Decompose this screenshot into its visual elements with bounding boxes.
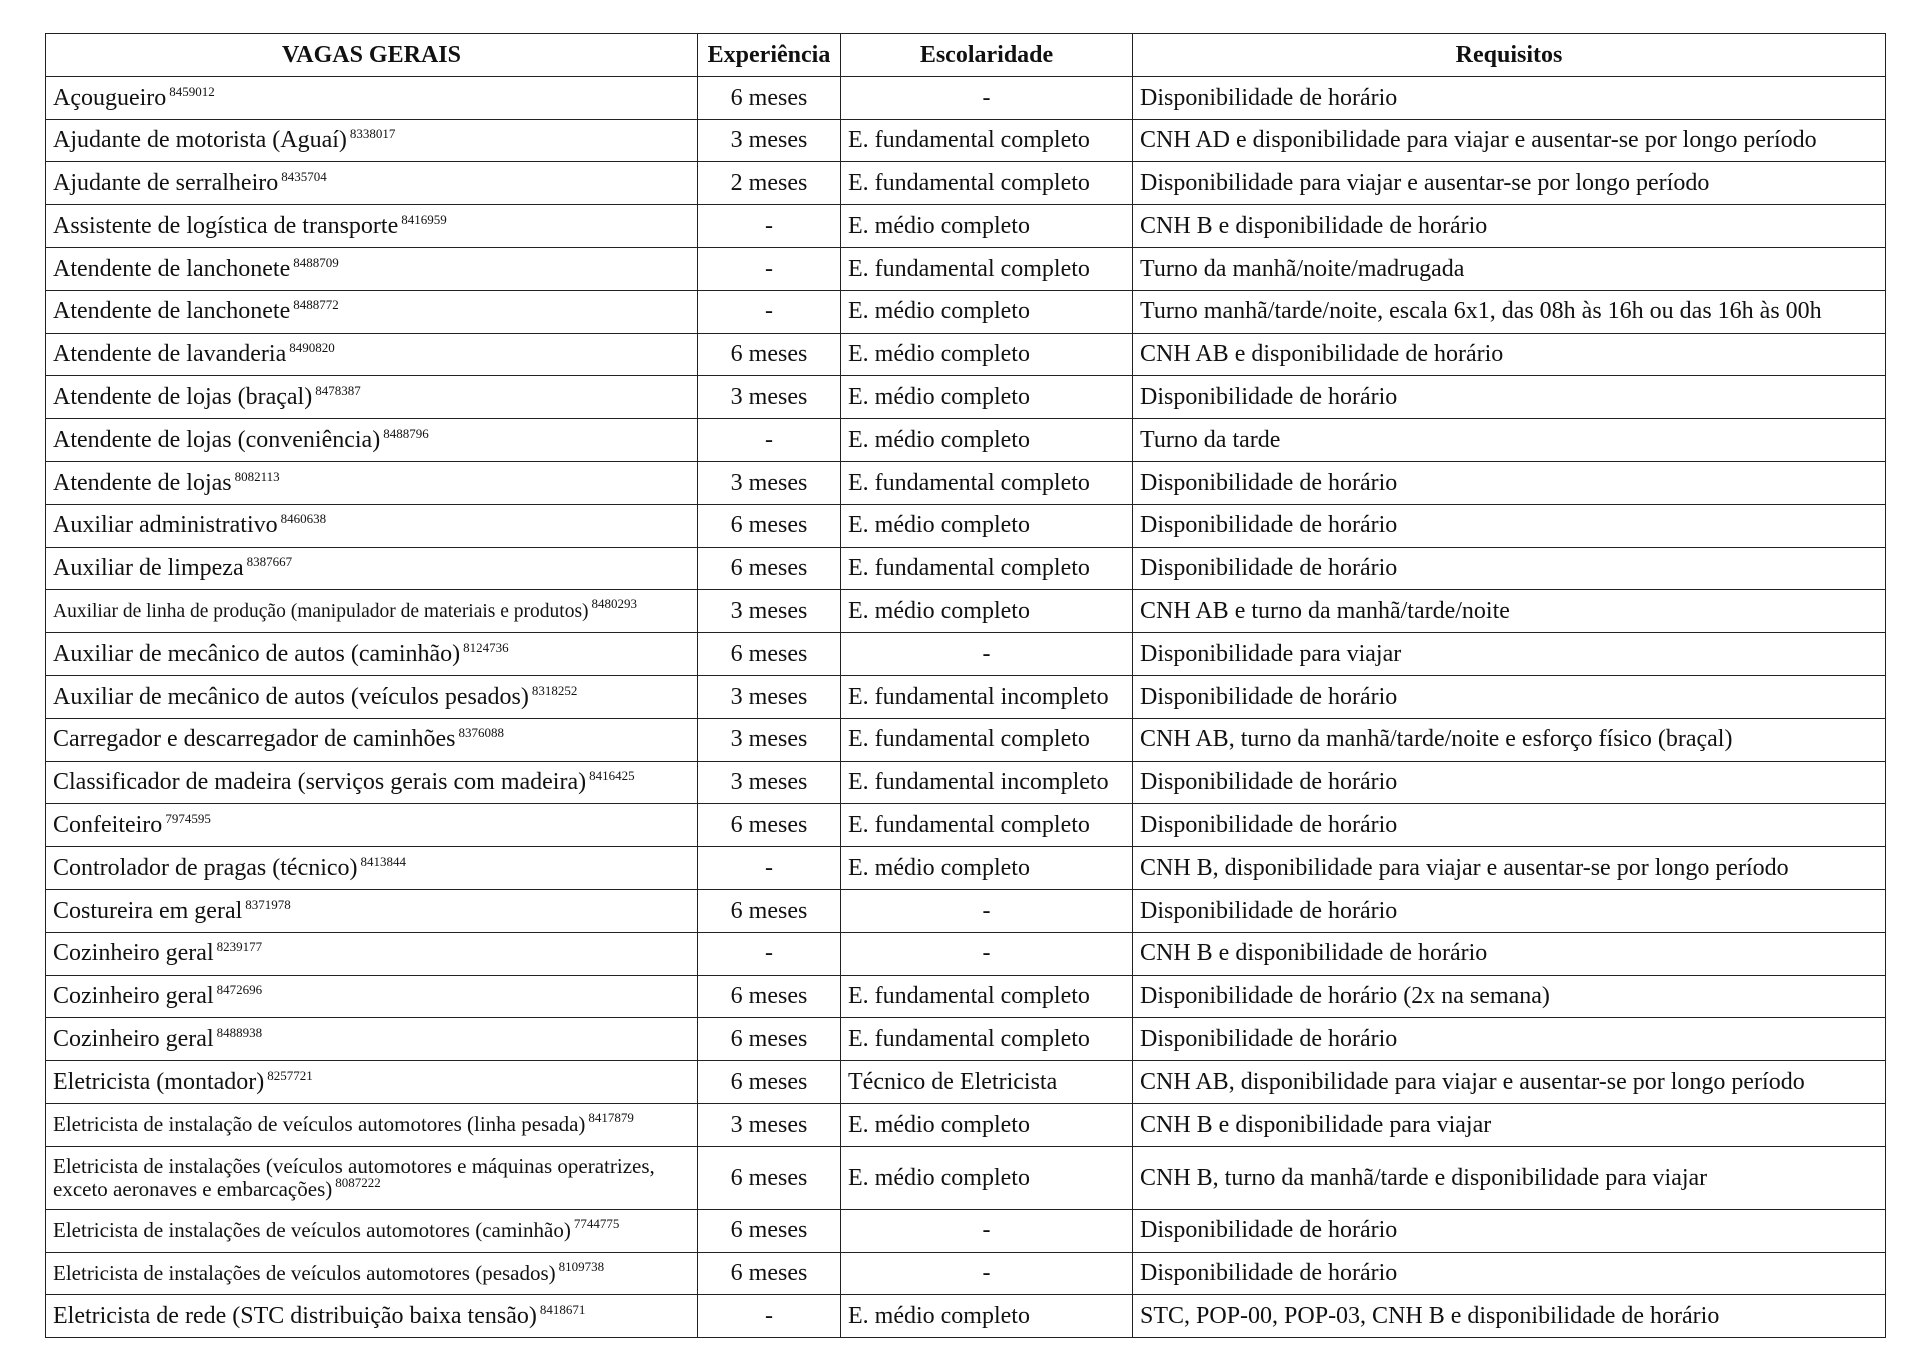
requirements-cell: Turno da tarde bbox=[1133, 419, 1886, 462]
table-row bbox=[46, 1209, 1886, 1252]
job-code: 8124736 bbox=[463, 639, 509, 655]
job-code: 8082113 bbox=[234, 468, 280, 484]
job-title-cell bbox=[46, 975, 698, 1018]
job-code: 8239177 bbox=[216, 939, 263, 955]
requirements-cell: Disponibilidade para viajar bbox=[1133, 633, 1886, 676]
experience-cell: 6 meses bbox=[698, 1252, 841, 1295]
education-cell: E. médio completo bbox=[841, 290, 1133, 333]
job-title-cell bbox=[46, 162, 698, 205]
job-title: Confeiteiro bbox=[53, 812, 163, 839]
experience-cell: 3 meses bbox=[698, 376, 841, 419]
header-vagas-gerais: VAGAS GERAIS bbox=[46, 34, 698, 77]
job-title-cell bbox=[46, 333, 698, 376]
education-cell: E. fundamental completo bbox=[841, 162, 1133, 205]
job-title: Açougueiro bbox=[53, 84, 167, 111]
table-row bbox=[46, 718, 1886, 761]
table-row bbox=[46, 504, 1886, 547]
requirements-cell: Disponibilidade de horário bbox=[1133, 76, 1886, 119]
experience-cell: - bbox=[698, 290, 841, 333]
education-cell: E. fundamental incompleto bbox=[841, 761, 1133, 804]
education-cell: - bbox=[841, 633, 1133, 676]
table-row bbox=[46, 1295, 1886, 1338]
education-cell: E. médio completo bbox=[841, 847, 1133, 890]
experience-cell: 6 meses bbox=[698, 1061, 841, 1104]
education-cell: E. médio completo bbox=[841, 419, 1133, 462]
header-requisitos: Requisitos bbox=[1133, 34, 1886, 77]
experience-cell: - bbox=[698, 205, 841, 248]
job-title-cell bbox=[46, 718, 698, 761]
requirements-cell: Disponibilidade de horário bbox=[1133, 804, 1886, 847]
education-cell: - bbox=[841, 1252, 1133, 1295]
requirements-cell: Disponibilidade de horário bbox=[1133, 761, 1886, 804]
experience-cell: 6 meses bbox=[698, 76, 841, 119]
requirements-cell: Turno manhã/tarde/noite, escala 6x1, das 08h às 16h ou das 16h às 00h bbox=[1133, 290, 1886, 333]
job-title-cell bbox=[46, 1061, 698, 1104]
table-row bbox=[46, 633, 1886, 676]
experience-cell: 3 meses bbox=[698, 461, 841, 504]
education-cell: E. fundamental completo bbox=[841, 247, 1133, 290]
job-title: Atendente de lavanderia bbox=[53, 341, 287, 368]
job-title: Eletricista de instalações (veículos automotores e máquinas operatrizes, exceto aeronaves e embarcações) bbox=[53, 1153, 655, 1201]
job-code: 8318252 bbox=[531, 682, 578, 698]
table-row bbox=[46, 590, 1886, 633]
job-code: 8387667 bbox=[246, 554, 293, 570]
requirements-cell: CNH B e disponibilidade para viajar bbox=[1133, 1103, 1886, 1146]
job-code: 8338017 bbox=[349, 126, 396, 142]
job-code: 8416425 bbox=[589, 768, 635, 784]
job-title: Auxiliar de linha de produção (manipulador de materiais e produtos) bbox=[53, 600, 589, 622]
job-code: 8488938 bbox=[216, 1025, 263, 1041]
experience-cell: 3 meses bbox=[698, 718, 841, 761]
education-cell: E. fundamental completo bbox=[841, 718, 1133, 761]
experience-cell: - bbox=[698, 847, 841, 890]
table-row bbox=[46, 932, 1886, 975]
experience-cell: 6 meses bbox=[698, 504, 841, 547]
education-cell: E. médio completo bbox=[841, 504, 1133, 547]
education-cell: E. fundamental completo bbox=[841, 975, 1133, 1018]
requirements-cell: Disponibilidade de horário bbox=[1133, 1018, 1886, 1061]
job-title: Atendente de lanchonete bbox=[53, 255, 291, 282]
job-title-cell bbox=[46, 675, 698, 718]
job-title-cell bbox=[46, 633, 698, 676]
education-cell: E. médio completo bbox=[841, 1295, 1133, 1338]
experience-cell: 6 meses bbox=[698, 1209, 841, 1252]
job-title: Eletricista de rede (STC distribuição baixa tensão) bbox=[53, 1303, 537, 1330]
education-cell: - bbox=[841, 889, 1133, 932]
table-row bbox=[46, 419, 1886, 462]
experience-cell: 6 meses bbox=[698, 1146, 841, 1209]
job-title-cell bbox=[46, 547, 698, 590]
table-row bbox=[46, 804, 1886, 847]
job-title: Atendente de lojas (conveniência) bbox=[53, 426, 381, 453]
education-cell: Técnico de Eletricista bbox=[841, 1061, 1133, 1104]
requirements-cell: CNH AB e turno da manhã/tarde/noite bbox=[1133, 590, 1886, 633]
job-title: Carregador e descarregador de caminhões bbox=[53, 726, 456, 753]
table-row bbox=[46, 1103, 1886, 1146]
table-row bbox=[46, 376, 1886, 419]
job-title: Eletricista de instalação de veículos automotores (linha pesada) bbox=[53, 1112, 586, 1137]
requirements-cell: Disponibilidade de horário (2x na semana) bbox=[1133, 975, 1886, 1018]
job-title: Auxiliar de mecânico de autos (veículos pesados) bbox=[53, 683, 529, 710]
job-title-cell bbox=[46, 590, 698, 633]
job-title: Auxiliar de limpeza bbox=[53, 555, 244, 582]
education-cell: E. fundamental completo bbox=[841, 119, 1133, 162]
education-cell: E. médio completo bbox=[841, 590, 1133, 633]
job-title-cell bbox=[46, 376, 698, 419]
job-code: 8478387 bbox=[315, 383, 361, 399]
job-code: 8488709 bbox=[293, 254, 339, 270]
requirements-cell: CNH AB, disponibilidade para viajar e ausentar-se por longo período bbox=[1133, 1061, 1886, 1104]
requirements-cell: Disponibilidade de horário bbox=[1133, 675, 1886, 718]
experience-cell: - bbox=[698, 932, 841, 975]
requirements-cell: Disponibilidade de horário bbox=[1133, 461, 1886, 504]
education-cell: E. médio completo bbox=[841, 1103, 1133, 1146]
job-code: 8480293 bbox=[591, 595, 638, 611]
experience-cell: 3 meses bbox=[698, 590, 841, 633]
education-cell: E. fundamental completo bbox=[841, 547, 1133, 590]
experience-cell: - bbox=[698, 419, 841, 462]
requirements-cell: CNH B e disponibilidade de horário bbox=[1133, 205, 1886, 248]
table-row bbox=[46, 1146, 1886, 1209]
job-title-cell bbox=[46, 1146, 698, 1209]
table-row bbox=[46, 675, 1886, 718]
job-title: Ajudante de motorista (Aguaí) bbox=[53, 127, 347, 154]
job-vacancies-table bbox=[45, 33, 1886, 1338]
job-code: 8413844 bbox=[360, 853, 407, 869]
job-title-cell bbox=[46, 1252, 698, 1295]
requirements-cell: CNH B, turno da manhã/tarde e disponibilidade para viajar bbox=[1133, 1146, 1886, 1209]
education-cell: - bbox=[841, 76, 1133, 119]
table-row bbox=[46, 333, 1886, 376]
experience-cell: 6 meses bbox=[698, 333, 841, 376]
job-title-cell bbox=[46, 461, 698, 504]
experience-cell: 6 meses bbox=[698, 889, 841, 932]
job-title: Assistente de logística de transporte bbox=[53, 212, 399, 239]
experience-cell: - bbox=[698, 247, 841, 290]
job-title: Auxiliar de mecânico de autos (caminhão) bbox=[53, 640, 461, 667]
job-code: 7744775 bbox=[573, 1216, 620, 1232]
experience-cell: 6 meses bbox=[698, 1018, 841, 1061]
experience-cell: 3 meses bbox=[698, 119, 841, 162]
experience-cell: 6 meses bbox=[698, 547, 841, 590]
job-title-cell bbox=[46, 1209, 698, 1252]
experience-cell: 6 meses bbox=[698, 975, 841, 1018]
job-title-cell bbox=[46, 1103, 698, 1146]
education-cell: - bbox=[841, 932, 1133, 975]
education-cell: E. fundamental incompleto bbox=[841, 675, 1133, 718]
education-cell: E. médio completo bbox=[841, 333, 1133, 376]
table-body bbox=[46, 76, 1886, 1337]
job-code: 8417879 bbox=[588, 1110, 634, 1126]
job-title-cell bbox=[46, 119, 698, 162]
education-cell: E. fundamental completo bbox=[841, 1018, 1133, 1061]
table-row bbox=[46, 247, 1886, 290]
job-title-cell bbox=[46, 504, 698, 547]
requirements-cell: Turno da manhã/noite/madrugada bbox=[1133, 247, 1886, 290]
job-code: 8416959 bbox=[401, 211, 447, 227]
job-code: 7974595 bbox=[165, 811, 211, 827]
experience-cell: 3 meses bbox=[698, 761, 841, 804]
table-row bbox=[46, 547, 1886, 590]
job-code: 8435704 bbox=[281, 169, 327, 185]
table-row bbox=[46, 975, 1886, 1018]
job-title: Costureira em geral bbox=[53, 897, 243, 924]
education-cell: E. médio completo bbox=[841, 205, 1133, 248]
experience-cell: - bbox=[698, 1295, 841, 1338]
table-row bbox=[46, 889, 1886, 932]
job-code: 8257721 bbox=[267, 1067, 313, 1083]
requirements-cell: Disponibilidade de horário bbox=[1133, 889, 1886, 932]
table-header-row bbox=[46, 34, 1886, 77]
experience-cell: 2 meses bbox=[698, 162, 841, 205]
job-code: 8460638 bbox=[280, 511, 327, 527]
education-cell: E. médio completo bbox=[841, 1146, 1133, 1209]
requirements-cell: Disponibilidade de horário bbox=[1133, 547, 1886, 590]
experience-cell: 3 meses bbox=[698, 1103, 841, 1146]
job-title-cell bbox=[46, 76, 698, 119]
job-code: 8376088 bbox=[458, 725, 504, 741]
requirements-cell: Disponibilidade de horário bbox=[1133, 376, 1886, 419]
job-title-cell bbox=[46, 419, 698, 462]
job-code: 8418671 bbox=[539, 1302, 586, 1318]
requirements-cell: Disponibilidade para viajar e ausentar-se por longo período bbox=[1133, 162, 1886, 205]
header-escolaridade: Escolaridade bbox=[841, 34, 1133, 77]
experience-cell: 6 meses bbox=[698, 804, 841, 847]
job-title-cell bbox=[46, 1295, 698, 1338]
job-code: 8371978 bbox=[245, 896, 291, 912]
job-title-cell bbox=[46, 847, 698, 890]
table-row bbox=[46, 1018, 1886, 1061]
document-page bbox=[45, 33, 1886, 1338]
job-code: 8087222 bbox=[335, 1174, 381, 1190]
requirements-cell: Disponibilidade de horário bbox=[1133, 504, 1886, 547]
table-row bbox=[46, 205, 1886, 248]
job-code: 8488796 bbox=[383, 425, 429, 441]
table-row bbox=[46, 119, 1886, 162]
job-title: Ajudante de serralheiro bbox=[53, 170, 279, 197]
job-title-cell bbox=[46, 889, 698, 932]
job-code: 8490820 bbox=[289, 340, 335, 356]
requirements-cell: Disponibilidade de horário bbox=[1133, 1252, 1886, 1295]
table-row bbox=[46, 847, 1886, 890]
job-title: Cozinheiro geral bbox=[53, 983, 214, 1010]
job-code: 8109738 bbox=[558, 1258, 605, 1274]
education-cell: - bbox=[841, 1209, 1133, 1252]
experience-cell: 6 meses bbox=[698, 633, 841, 676]
job-title: Atendente de lanchonete bbox=[53, 298, 291, 325]
job-title-cell bbox=[46, 761, 698, 804]
table-row bbox=[46, 1252, 1886, 1295]
requirements-cell: STC, POP-00, POP-03, CNH B e disponibilidade de horário bbox=[1133, 1295, 1886, 1338]
job-code: 8488772 bbox=[293, 297, 339, 313]
table-row bbox=[46, 290, 1886, 333]
job-title: Cozinheiro geral bbox=[53, 1026, 214, 1053]
job-title: Eletricista de instalações de veículos automotores (pesados) bbox=[53, 1260, 556, 1285]
requirements-cell: CNH AB, turno da manhã/tarde/noite e esforço físico (braçal) bbox=[1133, 718, 1886, 761]
job-title-cell bbox=[46, 804, 698, 847]
job-title-cell bbox=[46, 932, 698, 975]
education-cell: E. médio completo bbox=[841, 376, 1133, 419]
job-title-cell bbox=[46, 205, 698, 248]
table-row bbox=[46, 461, 1886, 504]
requirements-cell: Disponibilidade de horário bbox=[1133, 1209, 1886, 1252]
requirements-cell: CNH B e disponibilidade de horário bbox=[1133, 932, 1886, 975]
job-title: Atendente de lojas (braçal) bbox=[53, 384, 313, 411]
header-experiencia: Experiência bbox=[698, 34, 841, 77]
job-title-cell bbox=[46, 290, 698, 333]
job-title: Eletricista de instalações de veículos automotores (caminhão) bbox=[53, 1218, 571, 1243]
job-title: Auxiliar administrativo bbox=[53, 512, 278, 539]
job-code: 8459012 bbox=[169, 83, 215, 99]
experience-cell: 3 meses bbox=[698, 675, 841, 718]
table-row bbox=[46, 1061, 1886, 1104]
job-title: Atendente de lojas bbox=[53, 469, 232, 496]
job-title: Controlador de pragas (técnico) bbox=[53, 854, 358, 881]
job-title-cell bbox=[46, 247, 698, 290]
table-row bbox=[46, 761, 1886, 804]
requirements-cell: CNH B, disponibilidade para viajar e ausentar-se por longo período bbox=[1133, 847, 1886, 890]
job-title: Eletricista (montador) bbox=[53, 1068, 265, 1095]
requirements-cell: CNH AB e disponibilidade de horário bbox=[1133, 333, 1886, 376]
education-cell: E. fundamental completo bbox=[841, 804, 1133, 847]
job-title-cell bbox=[46, 1018, 698, 1061]
job-code: 8472696 bbox=[216, 982, 263, 998]
table-row bbox=[46, 162, 1886, 205]
job-title: Cozinheiro geral bbox=[53, 940, 214, 967]
requirements-cell: CNH AD e disponibilidade para viajar e ausentar-se por longo período bbox=[1133, 119, 1886, 162]
table-row bbox=[46, 76, 1886, 119]
job-title: Classificador de madeira (serviços gerais com madeira) bbox=[53, 769, 587, 796]
education-cell: E. fundamental completo bbox=[841, 461, 1133, 504]
